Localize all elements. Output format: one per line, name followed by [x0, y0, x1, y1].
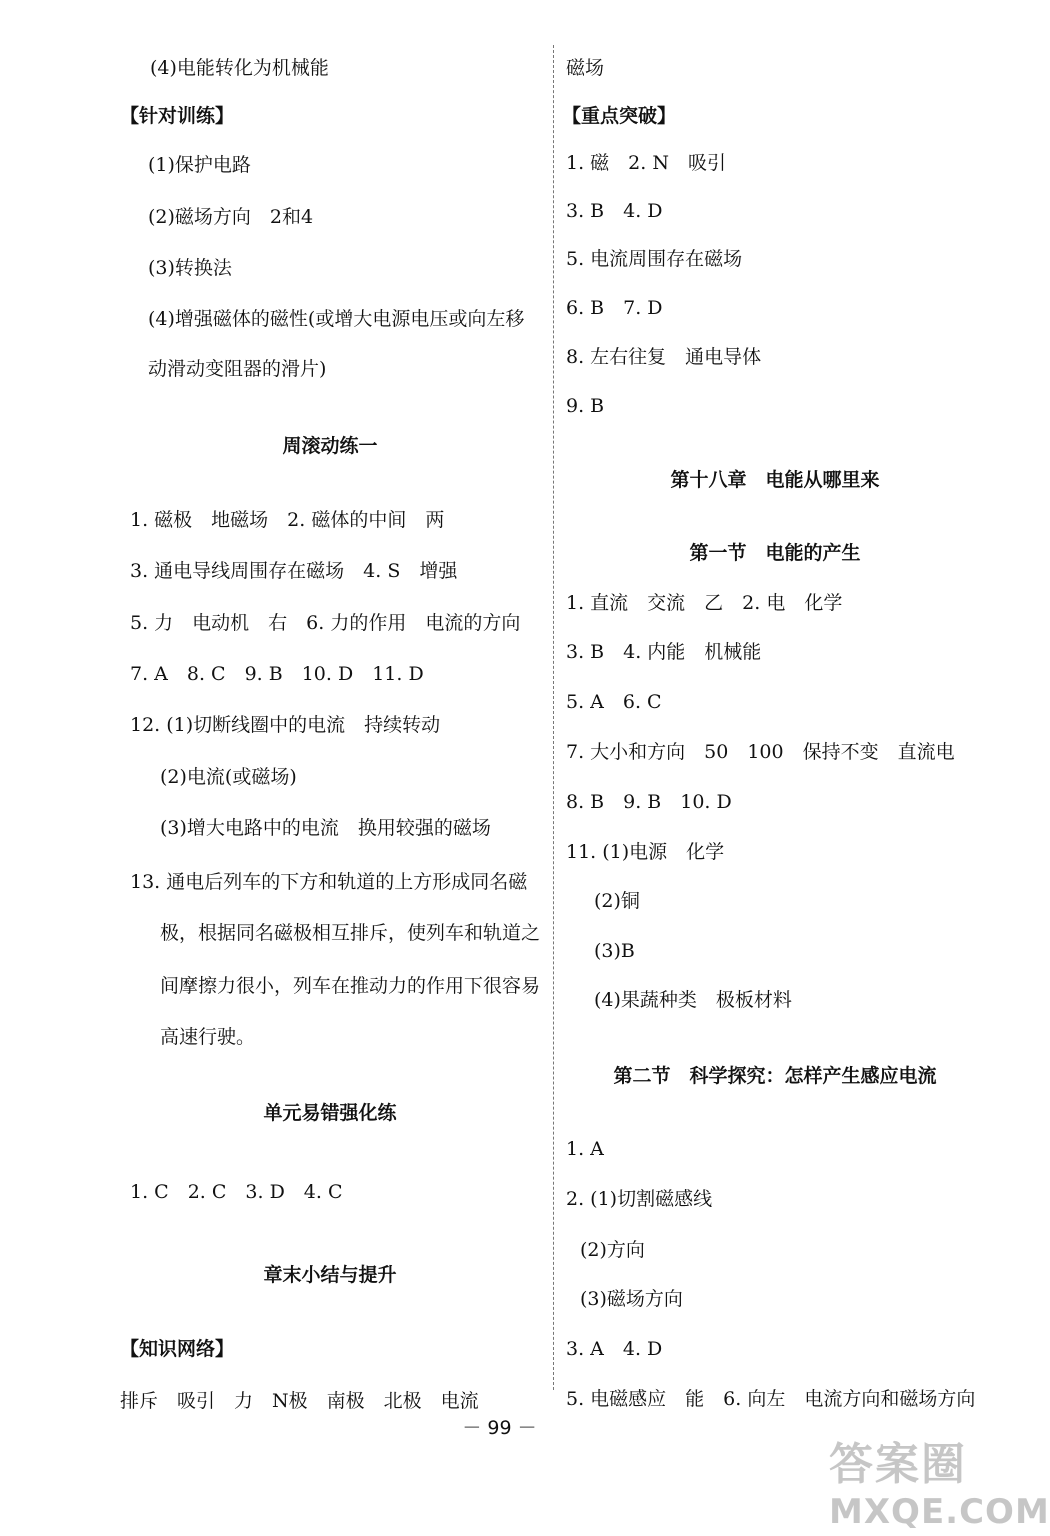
- answer-line: 12. (1)切断线圈中的电流 持续转动: [130, 714, 441, 736]
- answer-line: 磁场: [566, 57, 605, 79]
- answer-line: 5. 电流周围存在磁场: [566, 248, 743, 270]
- answer-line: 1. 磁极 地磁场 2. 磁体的中间 两: [130, 509, 445, 531]
- answer-line: 3. 通电导线周围存在磁场 4. S 增强: [130, 560, 458, 582]
- section-label: 【针对训练】: [120, 105, 235, 127]
- section-label: 【重点突破】: [562, 105, 677, 127]
- answer-line: 3. B 4. 内能 机械能: [566, 641, 762, 663]
- answer-line: (2)磁场方向 2和4: [148, 206, 314, 228]
- answer-line: 7. 大小和方向 50 100 保持不变 直流电: [566, 741, 955, 763]
- answer-line: 1. 直流 交流 乙 2. 电 化学: [566, 592, 843, 614]
- section-heading: 第二节 科学探究：怎样产生感应电流: [613, 1065, 937, 1087]
- answer-line: 7. A 8. C 9. B 10. D 11. D: [130, 663, 424, 685]
- answer-line: 动滑动变阻器的滑片): [148, 358, 327, 380]
- answer-line: 9. B: [566, 395, 605, 417]
- answer-line: (3)B: [594, 940, 635, 962]
- answer-line: 5. A 6. C: [566, 691, 662, 713]
- answer-line: (4)增强磁体的磁性(或增大电源电压或向左移: [148, 308, 525, 330]
- section-heading: 第一节 电能的产生: [689, 542, 861, 564]
- watermark-text-en: MXQE.COM: [829, 1492, 1050, 1532]
- answer-line: (4)电能转化为机械能: [150, 57, 329, 79]
- answer-line: 13. 通电后列车的下方和轨道的上方形成同名磁: [130, 871, 528, 893]
- section-heading: 单元易错强化练: [263, 1102, 397, 1124]
- answer-line: 极，根据同名磁极相互排斥，使列车和轨道之: [160, 922, 541, 944]
- chapter-heading: 第十八章 电能从哪里来: [670, 469, 880, 491]
- answer-line: 5. 力 电动机 右 6. 力的作用 电流的方向: [130, 612, 521, 634]
- answer-line: 高速行驶。: [160, 1026, 256, 1048]
- page-number: － 99 －: [462, 1417, 537, 1439]
- watermark-text-cn: 答案圈: [829, 1439, 967, 1490]
- answer-line: 3. B 4. D: [566, 200, 663, 222]
- watermark-logo: [829, 1428, 1050, 1532]
- answer-line: 1. C 2. C 3. D 4. C: [130, 1181, 343, 1203]
- answer-line: 排斥 吸引 力 N极 南极 北极 电流: [120, 1390, 479, 1412]
- answer-line: 8. B 9. B 10. D: [566, 791, 732, 813]
- answer-line: 1. 磁 2. N 吸引: [566, 152, 726, 174]
- answer-line: (2)铜: [594, 890, 640, 912]
- answer-line: 6. B 7. D: [566, 297, 663, 319]
- answer-line: 间摩擦力很小，列车在推动力的作用下很容易: [160, 975, 541, 997]
- answer-line: 5. 电磁感应 能 6. 向左 电流方向和磁场方向: [566, 1388, 976, 1410]
- answer-line: 1. A: [566, 1138, 604, 1160]
- answer-line: (3)增大电路中的电流 换用较强的磁场: [160, 817, 491, 839]
- answer-line: (4)果蔬种类 极板材料: [594, 989, 792, 1011]
- answer-line: 8. 左右往复 通电导体: [566, 346, 762, 368]
- answer-line: 11. (1)电源 化学: [566, 841, 725, 863]
- answer-line: (3)转换法: [148, 257, 232, 279]
- answer-line: (2)电流(或磁场): [160, 766, 297, 788]
- answer-line: 3. A 4. D: [566, 1338, 663, 1360]
- section-label: 【知识网络】: [120, 1338, 235, 1360]
- column-divider: [553, 45, 554, 1390]
- answer-line: (2)方向: [580, 1239, 645, 1261]
- answer-line: (3)磁场方向: [580, 1288, 683, 1310]
- answer-line: (1)保护电路: [148, 154, 251, 176]
- section-heading: 周滚动练一: [282, 435, 378, 457]
- answer-line: 2. (1)切割磁感线: [566, 1188, 713, 1210]
- section-heading: 章末小结与提升: [263, 1264, 397, 1286]
